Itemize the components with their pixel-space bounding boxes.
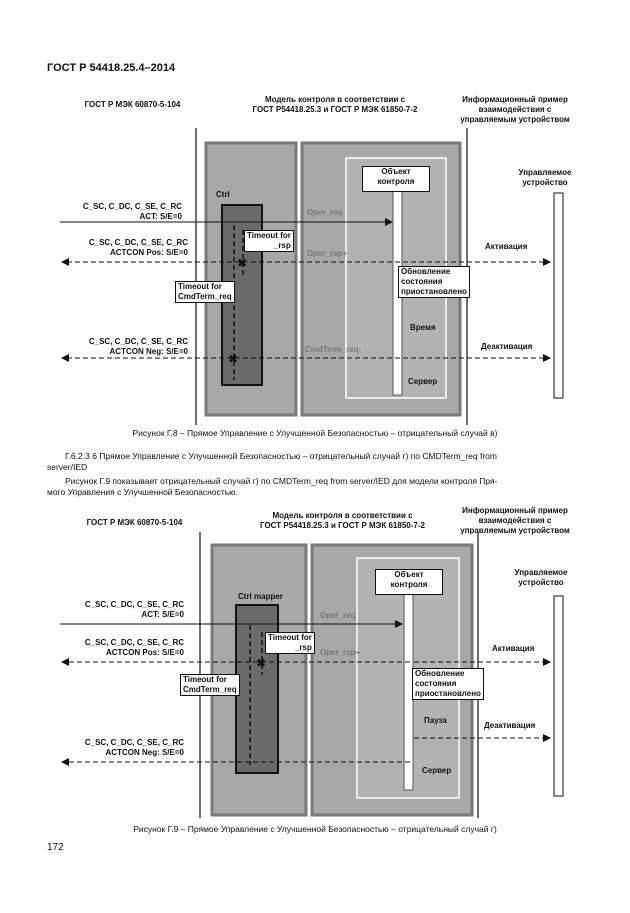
timeout-rsp-line1: Timeout for	[247, 231, 291, 240]
pause-label: Пауза	[424, 716, 447, 725]
control-object-9-line1: Объект	[394, 570, 424, 579]
col-header-iec104: ГОСТ Р МЭК 60870-5-104	[84, 100, 181, 109]
activation-label-9: Активация	[492, 644, 535, 653]
col-header-model-line2: ГОСТ Р54418.25.3 и ГОСТ Р МЭК 61850-7-2	[252, 105, 418, 114]
timeout-cmd-9-line2: CmdTerm_req	[183, 685, 237, 694]
actcon-neg-label-9	[42, 738, 184, 758]
col-header-example-9	[440, 506, 590, 536]
oper-req-label: Oper_req	[307, 208, 343, 217]
document-title: ГОСТ Р 54418.25.4–2014	[47, 62, 176, 74]
col-header-example-9-line2: взаимодействия с	[478, 516, 552, 525]
actcon-neg-9-line2: ACTCON Neg: S/E=0	[105, 748, 184, 757]
act-label-9-line1: C_SC, C_DC, C_SE, C_RC	[84, 600, 184, 609]
control-object-box-9	[375, 569, 443, 595]
section-heading-line1: Г.6.2.3.6 Прямое Управление с Улучшенной Безопасностью – отрицательный случай г) по CMDTerm_req from	[65, 451, 497, 461]
svg-text:✖: ✖	[237, 256, 248, 270]
timeout-cmd-line1: Timeout for	[178, 282, 222, 291]
device-label-9	[496, 568, 586, 588]
deactivation-label-9: Деактивация	[484, 721, 536, 730]
status-update-9-line1: Обновление	[415, 669, 465, 678]
col-header-example-line1: Информационный пример	[462, 95, 568, 104]
actcon-pos-line2: ACTCON Pos: S/E=0	[109, 248, 188, 257]
timeout-cmd-9-line1: Timeout for	[183, 675, 227, 684]
paragraph-line1: Рисунок Г.9 показывает отрицательный случай г) по CMDTerm_req from server/IED для модели контроля Пря-	[65, 476, 498, 486]
col-header-model-9	[220, 511, 465, 531]
col-header-example-9-line1: Информационный пример	[462, 506, 568, 515]
time-label: Время	[410, 323, 436, 332]
activation-label: Активация	[485, 242, 528, 251]
section-heading-line2: server/IED	[47, 462, 88, 472]
svg-text:✖: ✖	[256, 656, 267, 670]
actcon-neg-line2: ACTCON Neg: S/E=0	[109, 347, 188, 356]
timeout-rsp-line2: _rsp	[273, 241, 291, 250]
status-update-line1: Обновление	[401, 267, 451, 276]
figure-8-caption: Рисунок Г.8 – Прямое Управление с Улучшенной Безопасностью – отрицательный случай в)	[132, 428, 498, 438]
actcon-neg-9-line1: C_SC, C_DC, C_SE, C_RC	[84, 738, 184, 747]
figure-9-caption: Рисунок Г.9 – Прямое Управление с Улучшенной Безопасностью – отрицательный случай г)	[133, 824, 497, 834]
control-object-9-line2: контроля	[390, 580, 428, 589]
control-object-line1: Объект	[381, 167, 411, 176]
col-header-model-line1: Модель контроля в соответствии с	[264, 95, 406, 104]
timeout-cmd-line2: CmdTerm_req	[178, 292, 232, 301]
device-label-9-line1: Управляемое	[514, 568, 568, 577]
actcon-neg-line1: C_SC, C_DC, C_SE, C_RC	[88, 337, 188, 346]
control-object-line2: контроля	[377, 177, 415, 186]
device-label-line2: устройство	[522, 178, 568, 187]
status-update-box-9	[412, 668, 484, 700]
col-header-example-line2: взаимодействия с	[478, 105, 552, 114]
device-label-9-line2: устройство	[518, 578, 564, 587]
status-update-9-line3: приостановлено	[415, 689, 481, 698]
col-header-model-9-line1: Модель контроля в соответствии с	[272, 511, 413, 520]
oper-req-label-9: Oper_req	[320, 611, 356, 620]
status-update-9-line2: состояния	[415, 679, 457, 688]
timeout-rsp-9-line1: Timeout for	[268, 633, 312, 642]
actcon-pos-9-line2: ACTCON Pos: S/E=0	[105, 648, 184, 657]
col-header-example-line3: управляемым устройством	[460, 115, 570, 124]
col-header-example-9-line3: управляемым устройством	[460, 526, 570, 535]
timeout-rsp-9-line2: _rsp	[294, 643, 312, 652]
col-header-iec104-9: ГОСТ Р МЭК 60870-5-104	[86, 518, 183, 527]
server-label-9: Сервер	[422, 766, 452, 775]
server-label: Сервер	[408, 377, 438, 386]
ctrl-mapper-box	[236, 605, 278, 773]
device-label-line1: Управляемое	[518, 168, 572, 177]
cmdterm-label: CmdTerm_req-	[305, 345, 362, 354]
ctrl-label: Ctrl	[216, 190, 230, 199]
timeout-rsp-box-9	[265, 632, 315, 654]
paragraph-line2: мого Управления с Улучшенной Безопасностью.	[47, 487, 238, 497]
actcon-pos-9-line1: C_SC, C_DC, C_SE, C_RC	[84, 638, 184, 647]
act-label-line1: C_SC, C_DC, C_SE, C_RC	[82, 202, 182, 211]
col-header-model-9-line2: ГОСТ Р54418.25.3 и ГОСТ Р МЭК 61850-7-2	[260, 521, 425, 530]
deactivation-label: Деактивация	[481, 342, 533, 351]
act-label-9-line2: ACT: S/E=0	[141, 610, 184, 619]
ctrl-mapper-label: Ctrl mapper	[238, 592, 283, 601]
actcon-pos-line1: C_SC, C_DC, C_SE, C_RC	[88, 238, 188, 247]
page-number: 172	[47, 842, 64, 853]
act-label-line2: ACT: S/E=0	[139, 212, 182, 221]
act-label-9	[42, 600, 184, 620]
oper-rsp-label: Oper_rsp+	[307, 249, 348, 258]
status-update-line2: состояния	[401, 277, 443, 286]
svg-text:✖: ✖	[228, 352, 239, 366]
actcon-pos-label-9	[42, 638, 184, 658]
status-update-line3: приостановлено	[401, 287, 467, 296]
oper-rsp-label-9: Oper_rsp+	[320, 648, 361, 657]
timeout-cmd-box-9	[180, 674, 240, 696]
